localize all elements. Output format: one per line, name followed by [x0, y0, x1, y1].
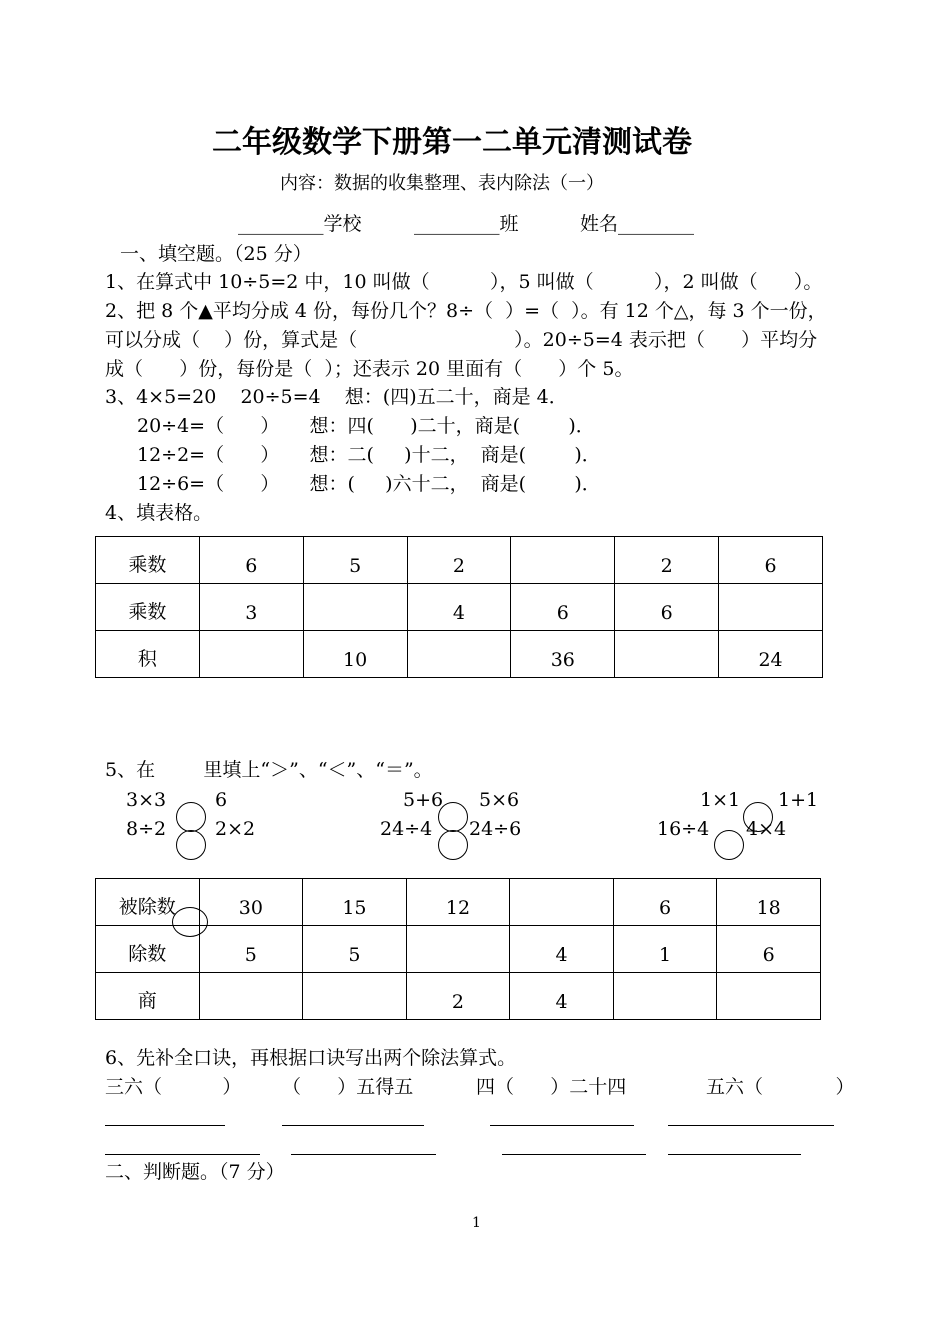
name-field: 姓名________ [580, 213, 695, 235]
table1-row-header: 积 [96, 631, 200, 678]
table2-cell: 6 [613, 879, 717, 926]
multiplication-table [95, 536, 823, 678]
compare-circle[interactable] [172, 907, 208, 937]
table2-row-header: 商 [96, 973, 200, 1020]
compare-right-f1: 1+1 [778, 789, 819, 811]
table2-row [96, 973, 821, 1020]
compare-circle[interactable] [438, 830, 468, 860]
answer-line[interactable] [291, 1154, 436, 1155]
table2-cell[interactable] [406, 926, 510, 973]
table2-cell: 1 [613, 926, 717, 973]
answer-line[interactable] [668, 1125, 834, 1126]
table1-cell: 6 [511, 584, 615, 631]
table2-cell: 5 [303, 926, 407, 973]
table1-cell: 6 [199, 537, 303, 584]
table1-cell: 6 [615, 584, 719, 631]
table1-cell: 3 [199, 584, 303, 631]
section2-heading: 二、判断题。（7 分） [105, 1161, 285, 1183]
compare-right-f2: 4×4 [746, 818, 787, 840]
question-3-line-4: 12÷6=（ ） 想：( )六十二， 商是( )． [137, 473, 601, 495]
rhyme-item-1: 三六（ ） [105, 1076, 242, 1098]
compare-left-c1: 5+6 [403, 789, 444, 811]
table2-cell: 2 [406, 973, 510, 1020]
table2-cell: 30 [199, 879, 303, 926]
compare-right-d2: 24÷6 [469, 818, 522, 840]
question-1: 1、在算式中 10÷5=2 中，10 叫做（ ），5 叫做（ ），2 叫做（ ）。 [105, 271, 823, 293]
table1-cell: 24 [719, 631, 823, 678]
compare-left-e1: 1×1 [700, 789, 741, 811]
compare-left-c2: 24÷4 [380, 818, 433, 840]
compare-circle[interactable] [714, 830, 744, 860]
answer-line[interactable] [668, 1154, 801, 1155]
question-3-line-1: 3、4×5=20 20÷5=4 想：(四)五二十，商是 4． [105, 386, 568, 408]
question-5-heading: 5、在 里填上“＞”、“＜”、“＝”。 [105, 759, 433, 781]
table1-cell[interactable] [199, 631, 303, 678]
table2-cell[interactable] [303, 973, 407, 1020]
table1-cell[interactable] [407, 631, 511, 678]
answer-line[interactable] [105, 1125, 225, 1126]
table1-row [96, 631, 823, 678]
question-2-line-3: 成（ ）份，每份是（ ）；还表示 20 里面有（ ）个 5。 [105, 358, 634, 380]
table2-row-header: 除数 [96, 926, 200, 973]
table1-row [96, 584, 823, 631]
rhyme-item-4: 五六（ ） [706, 1076, 855, 1098]
answer-line[interactable] [490, 1125, 634, 1126]
table2-cell: 6 [717, 926, 821, 973]
table2-cell: 4 [510, 926, 614, 973]
table1-row [96, 537, 823, 584]
table1-cell: 2 [407, 537, 511, 584]
question-3-line-3: 12÷2=（ ） 想：二( )十二， 商是( )． [137, 444, 601, 466]
compare-circle[interactable] [176, 830, 206, 860]
table1-row-header: 乘数 [96, 537, 200, 584]
table1-cell[interactable] [303, 584, 407, 631]
compare-right-b1: 6 [215, 789, 228, 811]
table1-cell: 2 [615, 537, 719, 584]
question-4-heading: 4、填表格。 [105, 502, 213, 524]
compare-left-a1: 3×3 [126, 789, 167, 811]
compare-circle[interactable] [743, 802, 773, 832]
rhyme-item-3: 四（ ）二十四 [476, 1076, 627, 1098]
page-title: 二年级数学下册第一二单元清测试卷 [212, 125, 692, 160]
question-2-line-2: 可以分成（ ）份，算式是（ ）。20÷5=4 表示把（ ）平均分 [105, 329, 818, 351]
table2-cell: 18 [717, 879, 821, 926]
page-number: 1 [472, 1215, 481, 1231]
section1-heading: 一、填空题。（25 分） [120, 243, 312, 265]
table1-cell: 36 [511, 631, 615, 678]
division-table [95, 878, 821, 1020]
table1-cell: 4 [407, 584, 511, 631]
table1-cell[interactable] [719, 584, 823, 631]
table2-cell: 15 [303, 879, 407, 926]
table2-row-header: 被除数 [96, 879, 200, 926]
table1-cell: 5 [303, 537, 407, 584]
table2-cell[interactable] [510, 879, 614, 926]
page-subtitle: 内容：数据的收集整理、表内除法（一） [280, 173, 604, 194]
table2-cell[interactable] [717, 973, 821, 1020]
table1-cell[interactable] [615, 631, 719, 678]
table2-cell: 12 [406, 879, 510, 926]
answer-line[interactable] [105, 1154, 260, 1155]
table1-cell[interactable] [511, 537, 615, 584]
question-6-heading: 6、先补全口诀，再根据口诀写出两个除法算式。 [105, 1047, 517, 1069]
question-2-line-1: 2、把 8 个▲平均分成 4 份，每份几个？8÷（ ）=（ ）。有 12 个△，每 3 个一份， [105, 300, 827, 322]
compare-left-a2: 8÷2 [126, 818, 167, 840]
table1-cell: 10 [303, 631, 407, 678]
school-field: _________学校 [238, 213, 362, 235]
answer-line[interactable] [502, 1154, 646, 1155]
compare-right-b2: 2×2 [215, 818, 256, 840]
table1-cell: 6 [719, 537, 823, 584]
compare-circle[interactable] [176, 802, 206, 832]
question-3-line-2: 20÷4=（ ） 想：四( )二十，商是( )． [137, 415, 595, 437]
table2-cell: 5 [199, 926, 303, 973]
compare-left-e2: 16÷4 [657, 818, 710, 840]
table2-row [96, 926, 821, 973]
table2-cell: 4 [510, 973, 614, 1020]
compare-right-d1: 5×6 [479, 789, 520, 811]
compare-circle[interactable] [438, 802, 468, 832]
answer-line[interactable] [282, 1125, 424, 1126]
table2-cell[interactable] [199, 973, 303, 1020]
rhyme-item-2: （ ）五得五 [282, 1076, 414, 1098]
class-field: _________班 [414, 213, 519, 235]
table2-cell[interactable] [613, 973, 717, 1020]
table1-row-header: 乘数 [96, 584, 200, 631]
